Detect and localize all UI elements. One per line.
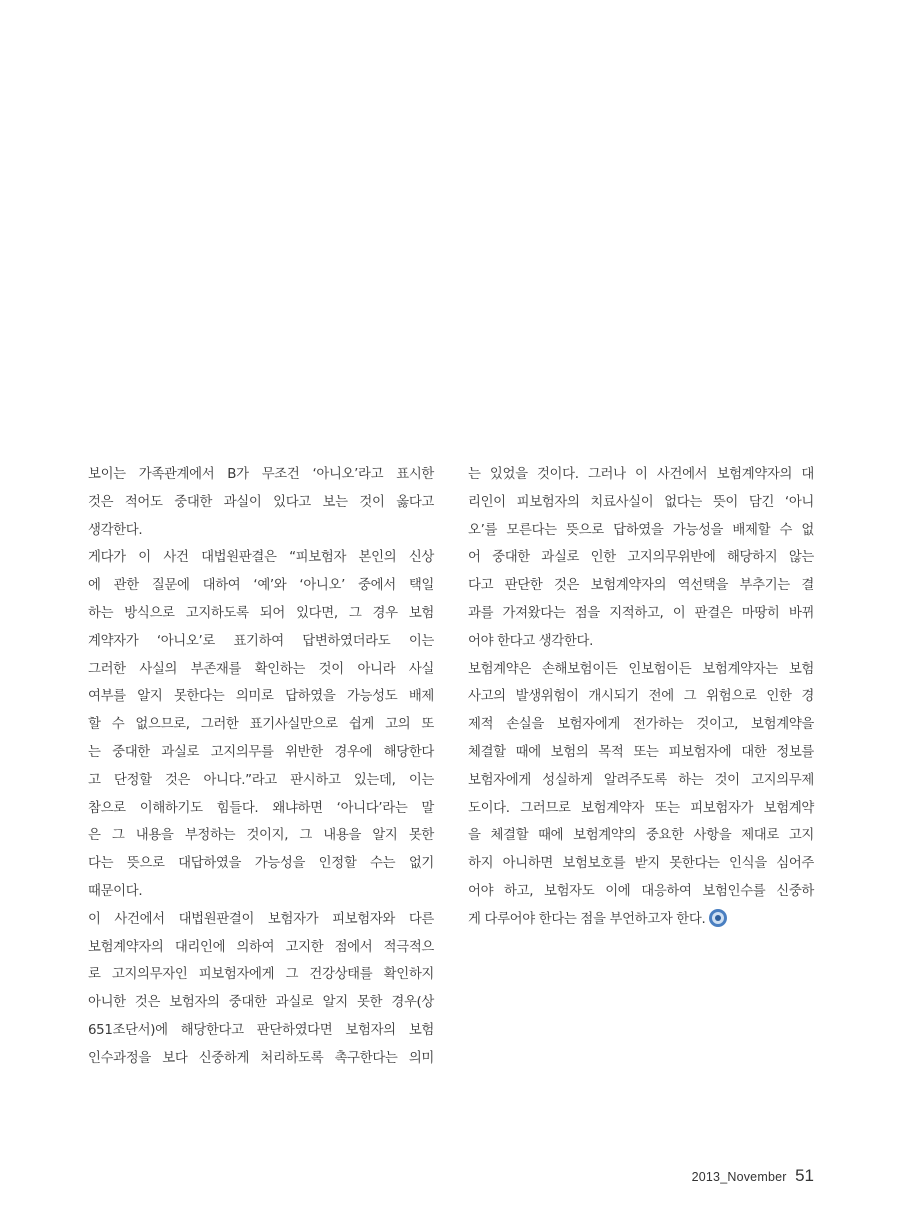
text-line: 다는 뜻으로 대답하였을 가능성을 인정할 수는 없기: [88, 856, 434, 872]
text-line: 어 중대한 과실로 인한 고지의무위반에 해당하지 않는: [468, 550, 814, 566]
text-line: 보이는 가족관계에서 B가 무조건 ‘아니오’라고 표시한: [88, 467, 434, 482]
text-line: 보험계약자의 대리인에 의하여 고지한 점에서 적극적으: [88, 939, 434, 955]
text-line: 하지 아니하면 보험보호를 받지 못한다는 인식을 심어주: [468, 856, 814, 872]
text-line: 을 체결할 때에 보험계약의 중요한 사항을 제대로 고지: [468, 828, 814, 844]
text-line: 로 고지의무자인 피보험자에게 그 건강상태를 확인하지: [88, 967, 434, 983]
text-line: 체결할 때에 보험의 목적 또는 피보험자에 대한 정보를: [468, 744, 814, 760]
text-line: 그러한 사실의 부존재를 확인하는 것이 아니라 사실: [88, 661, 434, 677]
text-line: 이 사건에서 대법원판결이 보험자가 피보험자와 다른: [88, 911, 434, 927]
end-of-article-icon: [709, 909, 727, 927]
left-column: [88, 461, 434, 1073]
page-number: 51: [795, 1166, 814, 1185]
text-line: 고 단정할 것은 아니다.”라고 판시하고 있는데, 이는: [88, 772, 434, 788]
text-line: 할 수 없으므로, 그러한 표기사실만으로 쉽게 고의 또: [88, 717, 434, 733]
text-line: 는 중대한 과실로 고지의무를 위반한 경우에 해당한다: [88, 744, 434, 760]
text-line: 사고의 발생위험이 개시되기 전에 그 위험으로 인한 경: [468, 689, 814, 705]
text-line: 과를 가져왔다는 점을 지적하고, 이 판결은 마땅히 바뀌: [468, 605, 814, 621]
text-line: 여부를 알지 못한다는 의미로 답하였을 가능성도 배제: [88, 689, 434, 705]
text-line: 게다가 이 사건 대법원판결은 “피보험자 본인의 신상: [88, 550, 434, 566]
text-line: 은 그 내용을 부정하는 것이지, 그 내용을 알지 못한: [88, 828, 434, 844]
text-line: 하는 방식으로 고지하도록 되어 있다면, 그 경우 보험: [88, 605, 434, 621]
text-line: 참으로 이해하기도 힘들다. 왜냐하면 ‘아니다’라는 말: [88, 800, 434, 816]
text-line: 오’를 모른다는 뜻으로 답하였을 가능성을 배제할 수 없: [468, 522, 814, 538]
text-line: 어야 하고, 보험자도 이에 대응하여 보험인수를 신중하: [468, 883, 814, 899]
text-line: 도이다. 그러므로 보험계약자 또는 피보험자가 보험계약: [468, 800, 814, 816]
text-line: 어야 한다고 생각한다.: [468, 633, 593, 649]
text-line: 인수과정을 보다 신중하게 처리하도록 촉구한다는 의미: [88, 1050, 434, 1066]
text-line: 보험자에게 성실하게 알려주도록 하는 것이 고지의무제: [468, 772, 814, 788]
right-column: [468, 461, 814, 934]
text-line: 보험계약은 손해보험이든 인보험이든 보험계약자는 보험: [468, 661, 814, 677]
text-line: 계약자가 ‘아니오’로 표기하여 답변하였더라도 이는: [88, 633, 434, 649]
issue-label: 2013_November: [691, 1170, 787, 1184]
text-line: 제적 손실을 보험자에게 전가하는 것이고, 보험계약을: [468, 717, 814, 733]
text-line-content: 게 다루어야 한다는 점을 부언하고자 한다.: [468, 911, 706, 927]
text-line: 아니한 것은 보험자의 중대한 과실로 알지 못한 경우(상: [88, 995, 434, 1011]
text-line: 것은 적어도 중대한 과실이 있다고 보는 것이 옳다고: [88, 494, 434, 510]
page-footer: [692, 1166, 814, 1186]
text-line: 리인이 피보험자의 치료사실이 없다는 뜻이 담긴 ‘아니: [468, 494, 814, 510]
text-line-last: [468, 906, 814, 934]
text-line: 다고 판단한 것은 보험계약자의 역선택을 부추기는 결: [468, 578, 814, 594]
text-line: 생각한다.: [88, 522, 143, 538]
text-line: 에 관한 질문에 대하여 ‘예’와 ‘아니오’ 중에서 택일: [88, 578, 434, 594]
text-line: 때문이다.: [88, 883, 143, 899]
text-line: 651조단서)에 해당한다고 판단하였다면 보험자의 보험: [88, 1022, 434, 1038]
text-line: 는 있었을 것이다. 그러나 이 사건에서 보험계약자의 대: [468, 467, 814, 482]
